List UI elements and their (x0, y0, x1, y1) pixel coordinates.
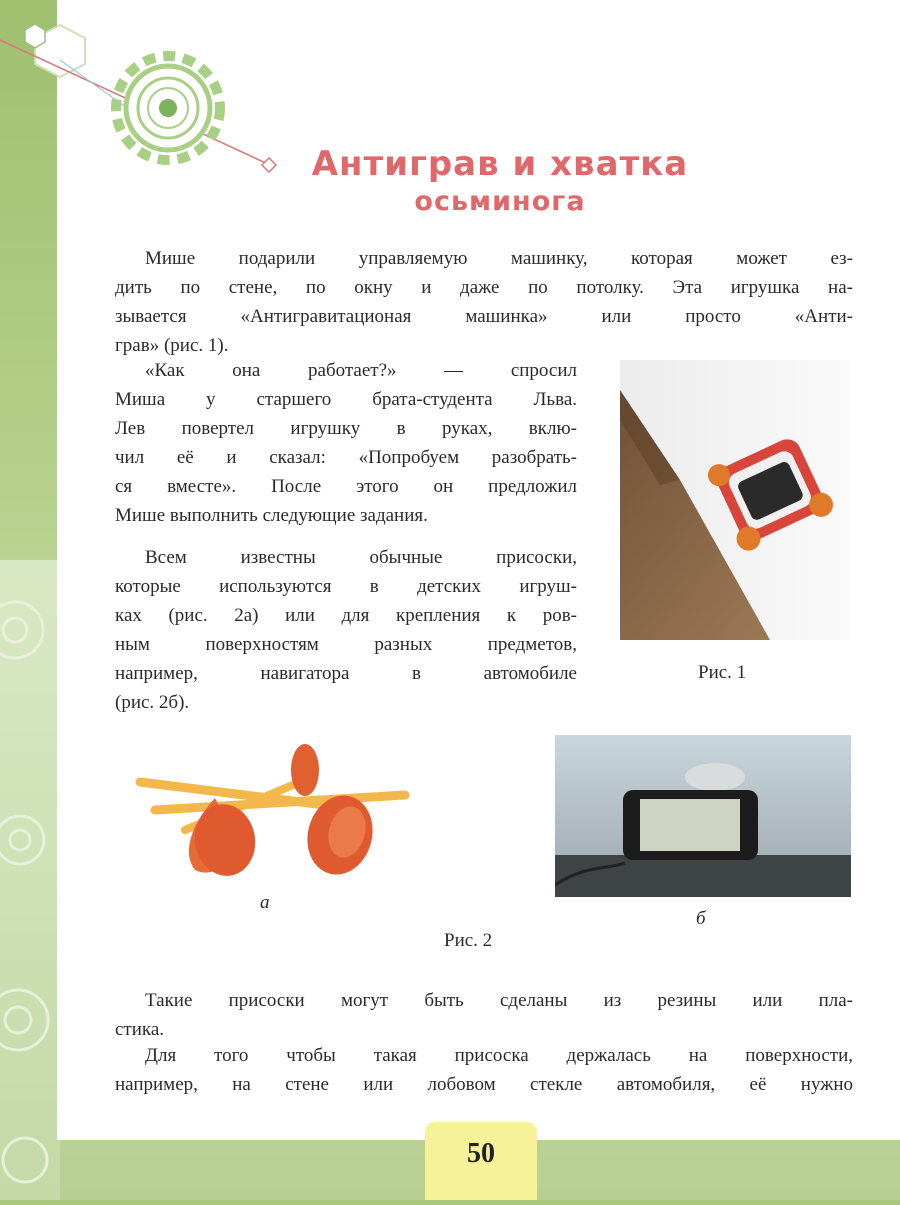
text-line: «Как она работает?» — спросил (145, 360, 577, 381)
text-line: (рис. 2б). (115, 692, 190, 713)
text-line: чил её и сказал: «Попробуем разобрать- (115, 447, 577, 468)
figure-2-caption: Рис. 2 (444, 930, 493, 951)
page-number: 50 (467, 1138, 495, 1169)
gear-decoration-icon (0, 0, 300, 200)
text-line: ках (рис. 2а) или для крепления к ров- (115, 605, 577, 626)
text-line: зывается «Антигравитационая машинка» или просто «Анти- (115, 306, 853, 327)
figure-2b-label: б (696, 908, 706, 929)
figure-1-toy-car-photo (620, 360, 850, 640)
text-line: например, на стене или лобовом стекле автомобиля, её нужно (115, 1074, 853, 1095)
paragraph-holding (115, 1041, 853, 1099)
background-gears-pattern (0, 560, 60, 1200)
page-title-line-1: Антиграв и хватка (311, 144, 689, 184)
paragraph-materials (115, 986, 853, 1044)
text-line: Лев повертел игрушку в руках, вклю- (115, 418, 577, 439)
text-line: Мише выполнить следующие задания. (115, 505, 428, 526)
text-line: Всем известны обычные присоски, (145, 547, 577, 568)
text-line: стика. (115, 1019, 165, 1040)
figure-2a-label: а (260, 892, 270, 913)
figure-2b-phone-holder-photo (555, 735, 851, 897)
text-line: грав» (рис. 1). (115, 335, 229, 356)
text-line: ся вместе». После этого он предложил (115, 476, 577, 497)
text-line: Миша у старшего брата-студента Льва. (115, 389, 577, 410)
paragraph-intro (115, 244, 853, 360)
text-line: Для того чтобы такая присоска держалась на поверхности, (145, 1045, 853, 1066)
text-line: дить по стене, по окну и даже по потолку. Эта игрушка на- (115, 277, 853, 298)
text-line: ным поверхностям разных предметов, (115, 634, 577, 655)
figure-1-caption: Рис. 1 (698, 662, 747, 683)
text-line: например, навигатора в автомобиле (115, 663, 577, 684)
text-line: Мише подарили управляемую машинку, которая может ез- (145, 248, 853, 269)
figure-2a-suction-cups-illustration (125, 740, 415, 890)
text-line: которые используются в детских игруш- (115, 576, 577, 597)
page-title-line-2: осьминога (414, 186, 586, 217)
paragraph-suction (115, 543, 577, 717)
paragraph-question (115, 356, 577, 530)
text-line: Такие присоски могут быть сделаны из резины или пла- (145, 990, 853, 1011)
